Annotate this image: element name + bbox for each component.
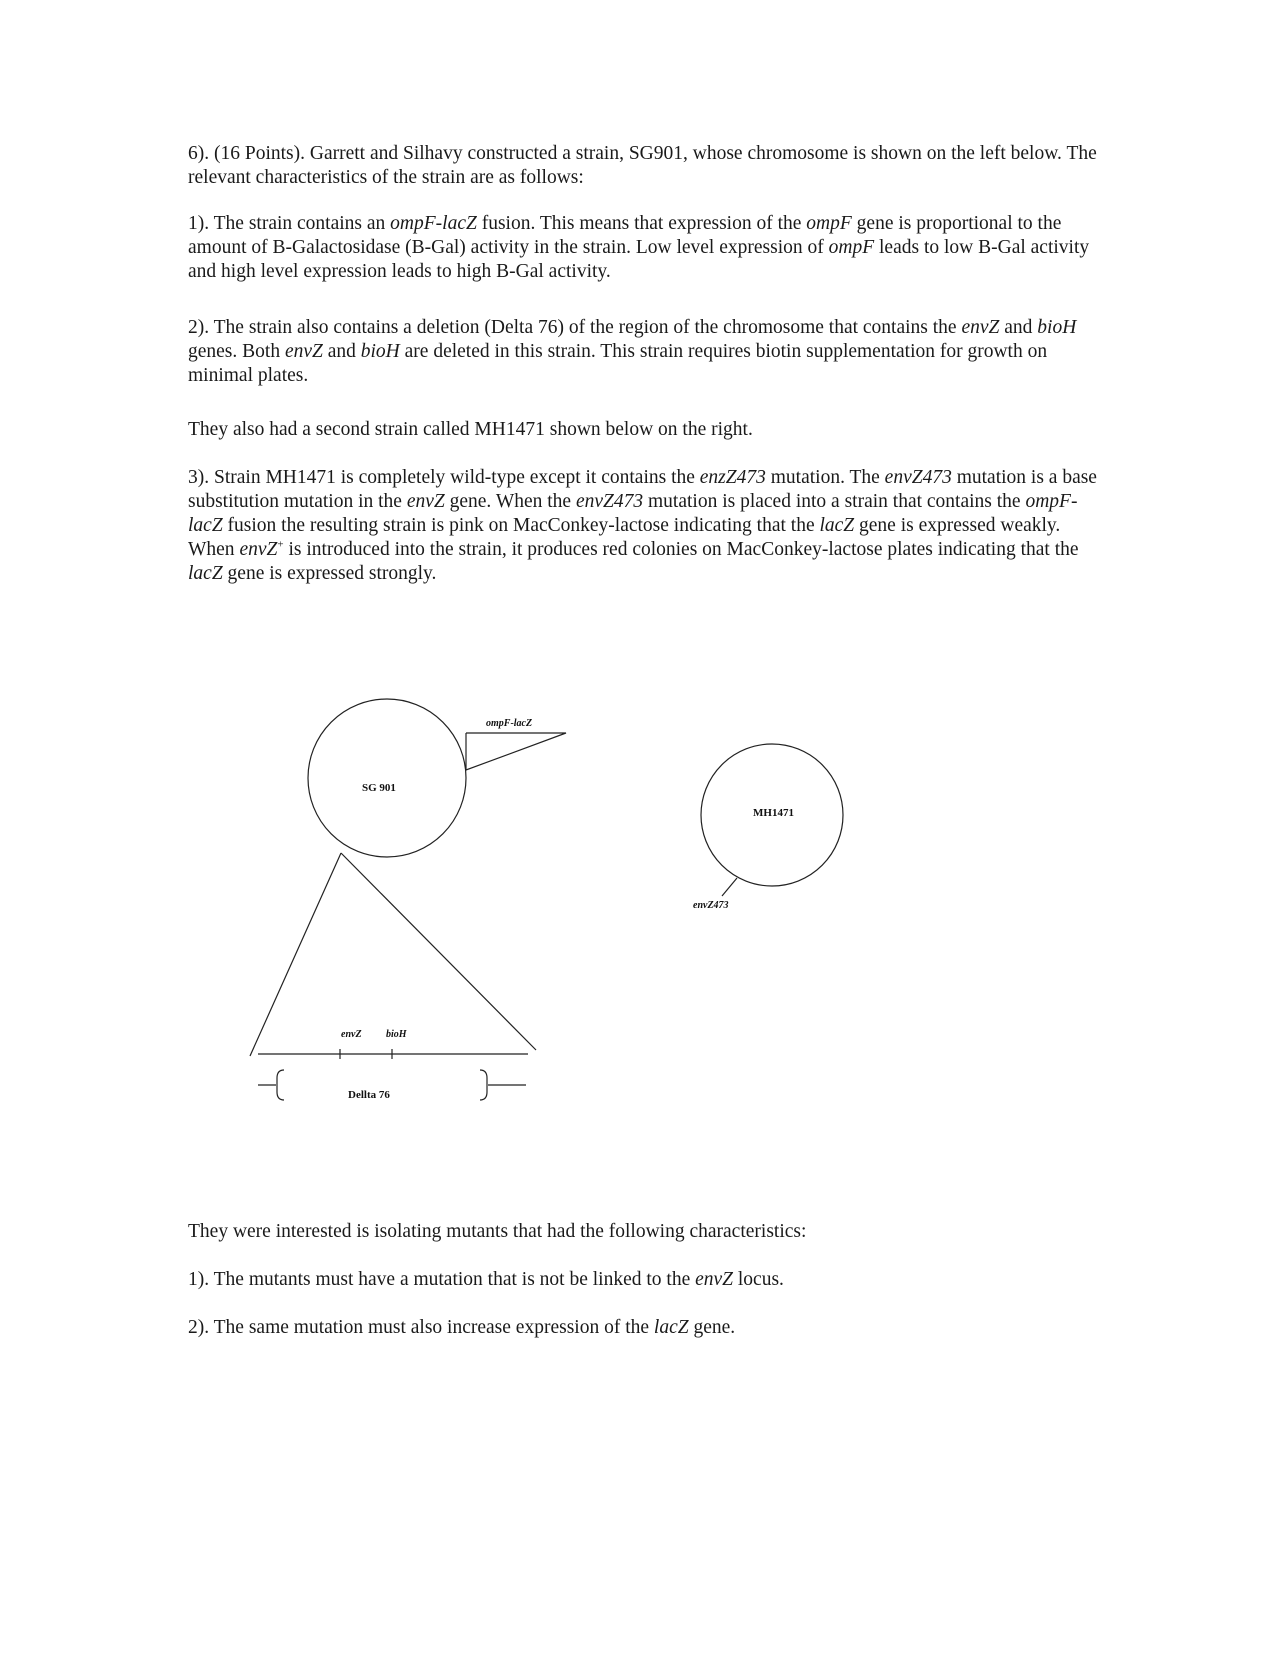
envz-label: envZ	[341, 1029, 362, 1040]
ompf-lacz-fusion-marker	[466, 733, 566, 770]
paragraph-4: 3). Strain MH1471 is completely wild-type except it contains the enzZ473 mutation. The envZ473 mutation is a base substitution mutation in the envZ gene. When the envZ473 mutation is placed into a strain that contains the ompF-lacZ fusion the resulting strain is pink on MacConkey-lactose indicating that the lacZ gene is expressed weakly. When envZ+ is introduced into the strain, it produces red colonies on MacConkey-lactose plates indicating that the lacZ gene is expressed strongly.	[188, 467, 1097, 584]
deletion-left-bracket	[277, 1070, 284, 1100]
envz473-pointer	[722, 878, 737, 896]
paragraph-3: They also had a second strain called MH1471 shown below on the right.	[188, 419, 753, 440]
deletion-right-bracket	[480, 1070, 487, 1100]
paragraph-5: They were interested is isolating mutants that had the following characteristics:	[188, 1221, 807, 1242]
bioh-label: bioH	[386, 1029, 407, 1040]
sg901-label: SG 901	[362, 782, 396, 794]
delta-76-label: Dellta 76	[348, 1089, 390, 1101]
paragraph-1: 1). The strain contains an ompF-lacZ fusion. This means that expression of the ompF gene is proportional to the amount of B-Galactosidase (B-Gal) activity in the strain. Low level expression of ompF leads to low B-Gal activity and high level expression leads to high B-Gal activity.	[188, 213, 1090, 282]
expansion-line-left	[250, 853, 341, 1056]
intro-paragraph: 6). (16 Points). Garrett and Silhavy constructed a strain, SG901, whose chromosome is shown on the left below. The relevant characteristics of the strain are as follows:	[188, 143, 1097, 188]
paragraph-2: 2). The strain also contains a deletion (Delta 76) of the region of the chromosome that contains the envZ and bioH genes. Both envZ and bioH are deleted in this strain. This strain requires biotin supplementation for growth on minimal plates.	[188, 317, 1077, 386]
ompf-lacz-label: ompF-lacZ	[486, 718, 533, 729]
sg901-chromosome-circle	[308, 699, 466, 857]
mh1471-label: MH1471	[753, 807, 794, 819]
envz473-label: envZ473	[693, 900, 729, 911]
criterion-2: 2). The same mutation must also increase expression of the lacZ gene.	[188, 1317, 736, 1338]
criterion-1: 1). The mutants must have a mutation that is not be linked to the envZ locus.	[188, 1269, 784, 1290]
expansion-line-right	[341, 853, 536, 1050]
